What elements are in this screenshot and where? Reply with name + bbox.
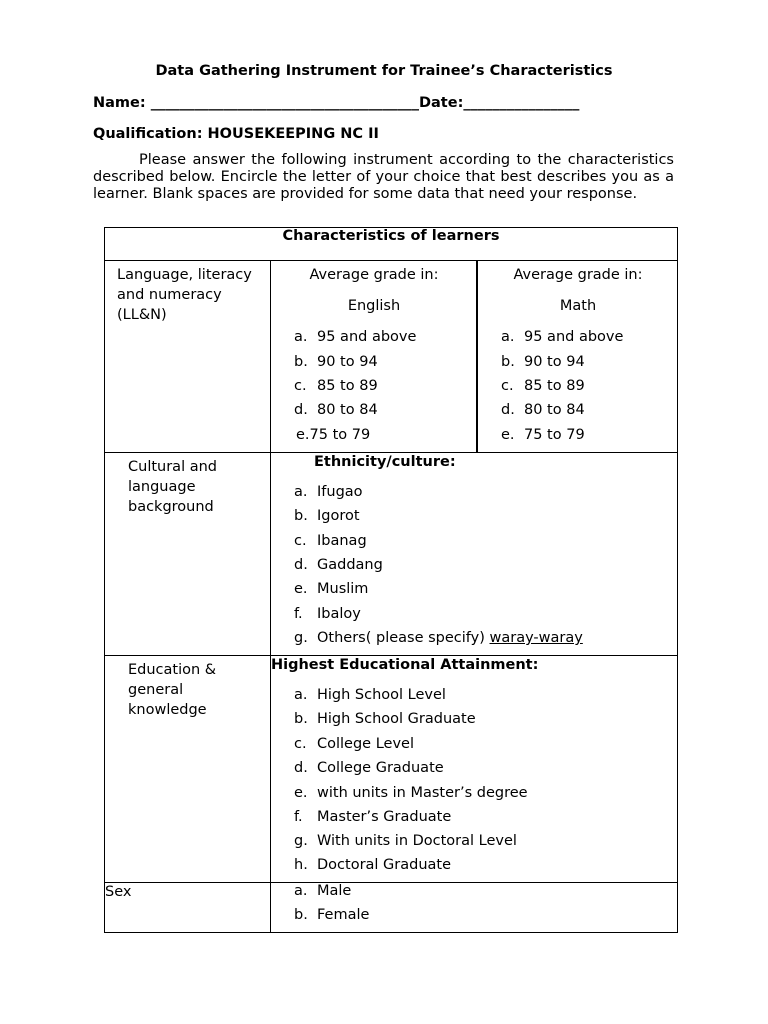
table-divider <box>105 260 677 261</box>
math-heading: Average grade in: <box>513 267 643 283</box>
list-item: g. Others( please specify) waray-waray <box>294 630 583 646</box>
list-item: h. Doctoral Graduate <box>294 857 452 873</box>
lln-label: Language, literacy and numeracy (LL&N) <box>117 267 252 323</box>
list-item: a. 95 and above <box>294 329 417 345</box>
name-date-line <box>93 95 579 111</box>
list-item: g. With units in Doctoral Level <box>294 833 517 849</box>
list-item: b. Igorot <box>294 508 360 524</box>
list-item: a. Male <box>294 883 352 899</box>
list-item: d. 80 to 84 <box>294 402 378 418</box>
list-item: c. 85 to 89 <box>294 378 378 394</box>
list-item: f. Ibaloy <box>294 606 361 622</box>
qualification: Qualification: HOUSEKEEPING NC II <box>93 126 379 142</box>
table-divider <box>476 260 478 452</box>
list-item: e. Muslim <box>294 581 369 597</box>
english-heading: Average grade in: <box>309 267 439 283</box>
list-item: b. Female <box>294 907 370 923</box>
instructions-paragraph: Please answer the following instrument according to the characteristics described below. Encircle the letter of your choice that best describes you as a learner. Blank spaces are provided for some data that need your response. <box>93 152 674 202</box>
characteristics-table <box>104 227 678 933</box>
document-title: Data Gathering Instrument for Trainee’s Characteristics <box>155 63 613 79</box>
date-blank: ________________ <box>463 95 580 111</box>
list-item: d. 80 to 84 <box>501 402 585 418</box>
list-item: c. College Level <box>294 736 414 752</box>
list-item: d. Gaddang <box>294 557 383 573</box>
culture-label: Cultural and language background <box>128 459 217 515</box>
list-item: e. 75 to 79 <box>501 427 585 443</box>
list-item: a. Ifugao <box>294 484 363 500</box>
education-heading: Highest Educational Attainment: <box>271 657 539 673</box>
list-item: c. 85 to 89 <box>501 378 585 394</box>
english-subject: English <box>347 298 401 314</box>
list-item: f. Master’s Graduate <box>294 809 452 825</box>
table-header: Characteristics of learners <box>282 228 500 244</box>
date-label: Date: <box>418 95 464 111</box>
culture-heading: Ethnicity/culture: <box>314 454 456 470</box>
list-item: b. 90 to 94 <box>294 354 378 370</box>
list-item: d. College Graduate <box>294 760 444 776</box>
education-label: Education & general knowledge <box>128 662 217 718</box>
list-item: b. 90 to 94 <box>501 354 585 370</box>
list-item: e. with units in Master’s degree <box>294 785 528 801</box>
table-divider <box>270 260 271 933</box>
list-item: e.75 to 79 <box>296 427 371 443</box>
list-item: b. High School Graduate <box>294 711 476 727</box>
others-answer: waray-waray <box>489 630 583 646</box>
list-item: c. Ibanag <box>294 533 367 549</box>
list-item: a. 95 and above <box>501 329 624 345</box>
table-divider <box>105 882 677 883</box>
list-item: a. High School Level <box>294 687 446 703</box>
name-blank: _____________________________________ <box>150 95 419 111</box>
sex-label: Sex <box>105 884 132 900</box>
name-label: Name: <box>93 95 146 111</box>
math-subject: Math <box>559 298 597 314</box>
